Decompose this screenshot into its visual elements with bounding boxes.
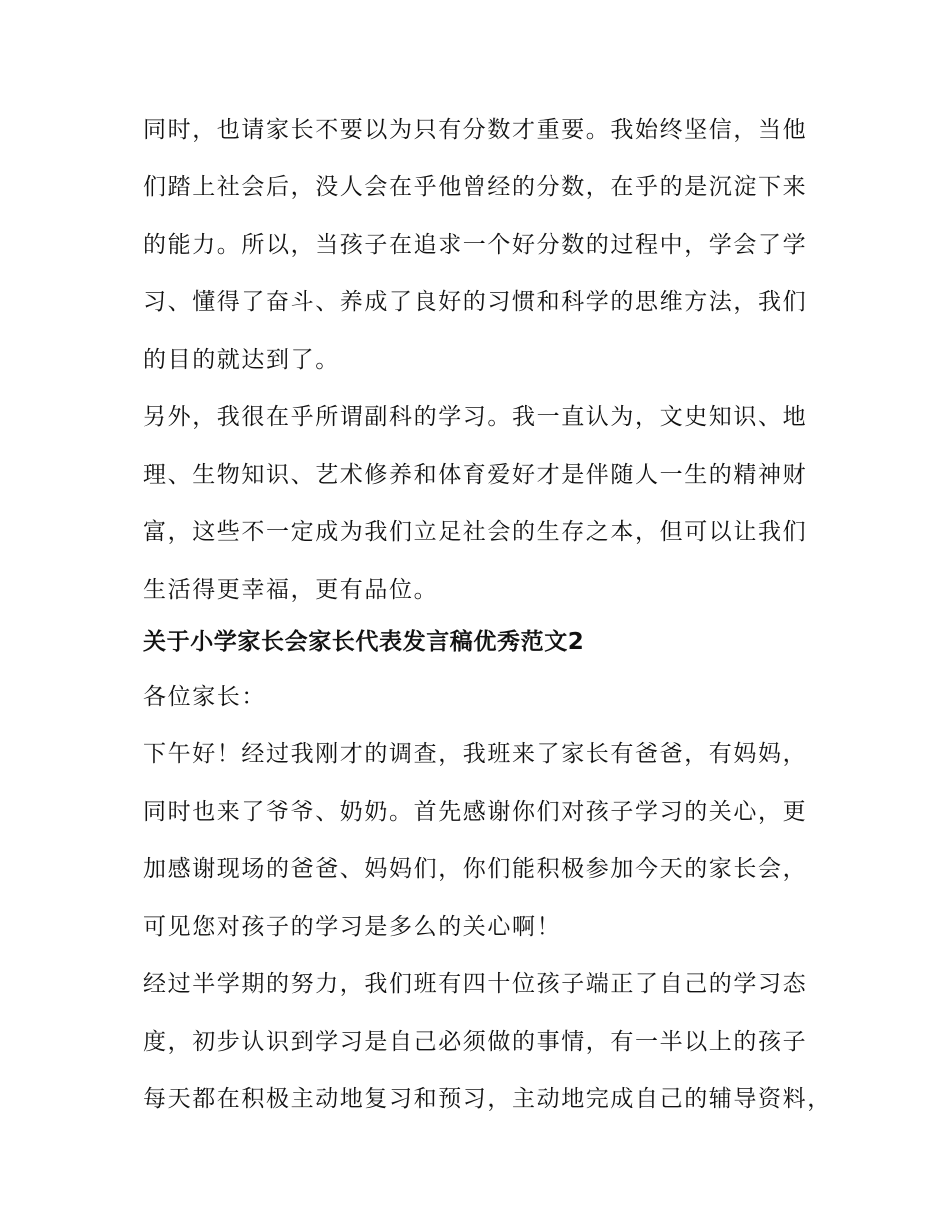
paragraph-line: 同时，也请家长不要以为只有分数才重要。我始终坚信，当他 xyxy=(143,117,808,143)
paragraph-line: 可见您对孩子的学习是多么的关心啊！ xyxy=(143,914,562,940)
paragraph-line: 加感谢现场的爸爸、妈妈们，你们能积极参加今天的家长会， xyxy=(143,856,808,882)
paragraph-line: 每天都在积极主动地复习和预习，主动地完成自己的辅导资料， xyxy=(143,1086,832,1112)
section-heading: 关于小学家长会家长代表发言稿优秀范文2 xyxy=(143,629,585,655)
paragraph-line: 经过半学期的努力，我们班有四十位孩子端正了自己的学习态 xyxy=(143,971,808,997)
paragraph-line: 们踏上社会后，没人会在乎他曾经的分数，在乎的是沉淀下来 xyxy=(143,174,808,200)
paragraph-line: 下午好！经过我刚才的调查，我班来了家长有爸爸，有妈妈， xyxy=(143,741,808,767)
paragraph-line: 度，初步认识到学习是自己必须做的事情，有一半以上的孩子 xyxy=(143,1029,808,1055)
paragraph-line: 的能力。所以，当孩子在追求一个好分数的过程中，学会了学 xyxy=(143,232,808,258)
paragraph-line: 理、生物知识、艺术修养和体育爱好才是伴随人一生的精神财 xyxy=(143,462,808,488)
paragraph-line: 同时也来了爷爷、奶奶。首先感谢你们对孩子学习的关心，更 xyxy=(143,799,808,825)
paragraph-line: 习、懂得了奋斗、养成了良好的习惯和科学的思维方法，我们 xyxy=(143,289,808,315)
paragraph-line: 另外，我很在乎所谓副科的学习。我一直认为，文史知识、地 xyxy=(143,404,808,430)
salutation-line: 各位家长： xyxy=(143,684,266,710)
paragraph-line: 生活得更幸福，更有品位。 xyxy=(143,577,439,603)
paragraph-line: 的目的就达到了。 xyxy=(143,347,340,373)
paragraph-line: 富，这些不一定成为我们立足社会的生存之本，但可以让我们 xyxy=(143,519,808,545)
